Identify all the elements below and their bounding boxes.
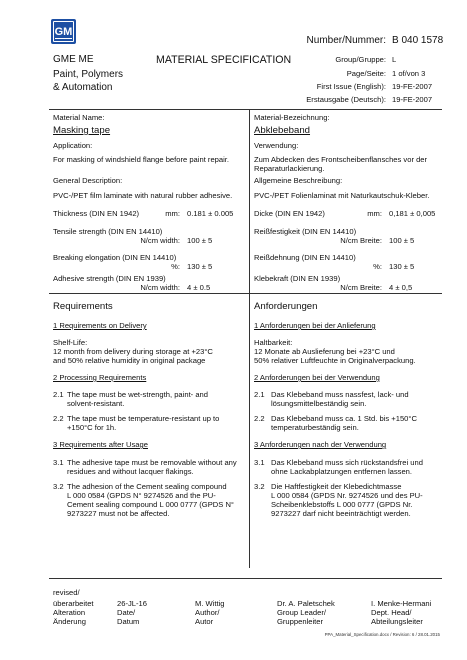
beschreibung-label: Allgemeine Beschreibung: xyxy=(254,176,343,185)
anf-2-1-line-1: Das Klebeband muss nassfest, lack- und xyxy=(271,390,409,399)
anf-section-1-title: 1 Anforderungen bei der Anlieferung xyxy=(254,321,376,330)
req-1-line-3: and 50% relative humidity in original package xyxy=(53,356,206,365)
req-3-2-line-1: The adhesion of the Cement sealing compound xyxy=(67,482,227,491)
meta-number-value: B 040 1578 xyxy=(392,35,444,46)
meta-erstausgabe-label: Erstausgabe (Deutsch): xyxy=(306,95,386,104)
column-divider-bottom xyxy=(249,293,250,568)
req-3-1-line-2: residues and without lacquer flakings. xyxy=(67,467,194,476)
verwendung-line-2: Reparaturlackierung. xyxy=(254,164,325,173)
divider-properties xyxy=(49,293,442,294)
adhesive-unit: N/cm width: xyxy=(140,283,180,292)
thickness-label: Thickness (DIN EN 1942) xyxy=(53,209,140,218)
req-2-1-num: 2.1 xyxy=(53,390,64,399)
footer-col4-line2: Group Leader/ xyxy=(277,608,326,617)
anf-3-2-line-1: Die Haftfestigkeit der Klebedichtmasse xyxy=(271,482,402,491)
anf-1-line-1: Haltbarkeit: xyxy=(254,338,293,347)
adhesive-value: 4 ± 0.5 xyxy=(187,283,211,292)
material-name: Masking tape xyxy=(53,125,111,136)
thickness-unit: mm: xyxy=(165,209,180,218)
gm-logo xyxy=(51,19,76,44)
footer-date: 26-JL-16 xyxy=(117,599,147,608)
footer-dept-head: I. Menke-Hermani xyxy=(371,599,432,608)
req-3-2-line-3: Cement sealing compound L 000 0777 (GPDS N° xyxy=(67,500,234,509)
meta-first-issue-label: First Issue (English): xyxy=(316,82,386,91)
reissdehnung-label: Reißdehnung (DIN EN 14410) xyxy=(254,253,356,262)
beschreibung: PVC-/PET Folienlaminat mit Naturkautschuk-Kleber. xyxy=(254,191,430,200)
dept-line-3: & Automation xyxy=(53,82,113,93)
dept-line-1: GME ME xyxy=(53,54,94,65)
req-3-2-line-2: L 000 0584 (GPDS N° 9274526 and the PU- xyxy=(67,491,216,500)
footer-col4-line3: Gruppenleiter xyxy=(277,617,324,626)
footer-group-leader: Dr. A. Paletschek xyxy=(277,599,335,608)
req-3-2-num: 3.2 xyxy=(53,482,64,491)
application-text: For masking of windshield flange before paint repair. xyxy=(53,155,230,164)
meta-first-issue-value: 19-FE-2007 xyxy=(392,82,433,91)
req-section-2-title: 2 Processing Requirements xyxy=(53,373,147,382)
klebekraft-unit: N/cm Breite: xyxy=(340,283,382,292)
req-section-3-title: 3 Requirements after Usage xyxy=(53,440,148,449)
application-label: Application: xyxy=(53,141,93,150)
meta-group-label: Group/Gruppe: xyxy=(335,55,386,64)
anf-2-2-line-2: temperaturbeständig sein. xyxy=(271,423,359,432)
material-bezeichnung-label: Material-Bezeichnung: xyxy=(254,113,330,122)
footer-author: M. Wittig xyxy=(195,599,225,608)
reissdehnung-unit: %: xyxy=(373,262,382,271)
divider-footer xyxy=(49,578,442,579)
footer-col3-line2: Author/ xyxy=(195,608,220,617)
req-section-1-title: 1 Requirements on Delivery xyxy=(53,321,147,330)
material-name-label: Material Name: xyxy=(53,113,105,122)
anf-section-2-title: 2 Anforderungen bei der Verwendung xyxy=(254,373,380,382)
elongation-value: 130 ± 5 xyxy=(187,262,213,271)
dicke-value: 0,181 ± 0,005 xyxy=(389,209,436,218)
footer-col5-line2: Dept. Head/ xyxy=(371,608,412,617)
elongation-unit: %: xyxy=(171,262,180,271)
req-1-line-1: Shelf-Life: xyxy=(53,338,88,347)
footer-col1-line2: Alteration xyxy=(53,608,86,617)
verwendung-label: Verwendung: xyxy=(254,141,299,150)
anf-2-1-line-2: lösungsmittelbeständig sein. xyxy=(271,399,367,408)
anf-1-line-2: 12 Monate ab Auslieferung bei +23°C und xyxy=(254,347,395,356)
req-2-2-line-1: The tape must be temperature-resistant up to xyxy=(67,414,220,423)
footer-col2-line2: Date/ xyxy=(117,608,136,617)
anf-3-1-line-1: Das Klebeband muss sich rückstandsfrei und xyxy=(271,458,423,467)
footer-doc-info: PPA_Material_Specification.docx / Revision: 6 / 28.01.2015 xyxy=(324,632,440,637)
anforderungen-title: Anforderungen xyxy=(254,301,318,312)
footer-col3-line3: Autor xyxy=(195,617,214,626)
logo-text: GM xyxy=(54,26,73,38)
anf-3-1-num: 3.1 xyxy=(254,458,265,467)
general-desc-label: General Description: xyxy=(53,176,123,185)
verwendung-line-1: Zum Abdecken des Frontscheibenflansches vor der xyxy=(254,155,428,164)
anf-2-2-line-1: Das Klebeband muss ca. 1 Std. bis +150°C xyxy=(271,414,417,423)
elongation-label: Breaking elongation (DIN EN 14410) xyxy=(53,253,177,262)
meta-erstausgabe-value: 19-FE-2007 xyxy=(392,95,433,104)
anf-3-2-line-2: L 000 0584 (GPDS Nr. 9274526 und des PU- xyxy=(271,491,423,500)
footer-revised: revised/ xyxy=(53,588,80,597)
anf-section-3-title: 3 Anforderungen nach der Verwendung xyxy=(254,440,387,449)
material-bezeichnung: Abklebeband xyxy=(254,125,311,136)
klebekraft-label: Klebekraft (DIN EN 1939) xyxy=(254,274,341,283)
req-2-2-line-2: +150°C for 1h. xyxy=(67,423,117,432)
doc-title: MATERIAL SPECIFICATION xyxy=(156,54,292,66)
reissdehnung-value: 130 ± 5 xyxy=(389,262,415,271)
meta-page-label: Page/Seite: xyxy=(346,69,386,78)
req-3-2-line-4: 9273227 must not be affected. xyxy=(67,509,170,518)
reissfestigkeit-value: 100 ± 5 xyxy=(389,236,415,245)
requirements-title: Requirements xyxy=(53,301,113,312)
anf-3-2-line-4: 9273227 darf nicht beeinträchtigt werden. xyxy=(271,509,411,518)
req-2-2-num: 2.2 xyxy=(53,414,64,423)
dept-line-2: Paint, Polymers xyxy=(53,69,124,80)
req-3-1-line-1: The adhesive tape must be removable without any xyxy=(67,458,237,467)
meta-number-label: Number/Nummer: xyxy=(306,35,386,46)
tensile-value: 100 ± 5 xyxy=(187,236,213,245)
anf-3-2-num: 3.2 xyxy=(254,482,265,491)
divider-header xyxy=(49,109,442,110)
reissfestigkeit-unit: N/cm Breite: xyxy=(340,236,382,245)
tensile-unit: N/cm width: xyxy=(140,236,180,245)
general-desc: PVC-/PET film laminate with natural rubber adhesive. xyxy=(53,191,233,200)
req-2-1-line-2: solvent-resistant. xyxy=(67,399,125,408)
footer-col1-line3: Änderung xyxy=(53,617,86,626)
anf-3-1-line-2: ohne Lackabplatzungen entfernen lassen. xyxy=(271,467,413,476)
thickness-value: 0.181 ± 0.005 xyxy=(187,209,234,218)
dicke-label: Dicke (DIN EN 1942) xyxy=(254,209,325,218)
footer-col1-line1: überarbeitet xyxy=(53,599,94,608)
reissfestigkeit-label: Reißfestigkeit (DIN EN 14410) xyxy=(254,227,357,236)
klebekraft-value: 4 ± 0,5 xyxy=(389,283,413,292)
adhesive-label: Adhesive strength (DIN EN 1939) xyxy=(53,274,166,283)
anf-2-2-num: 2.2 xyxy=(254,414,265,423)
tensile-label: Tensile strength (DIN EN 14410) xyxy=(53,227,163,236)
anf-3-2-line-3: Scheibenklebstoffs L 000 0777 (GPDS Nr. xyxy=(271,500,413,509)
req-1-line-2: 12 month from delivery during storage at +23°C xyxy=(53,347,213,356)
req-3-1-num: 3.1 xyxy=(53,458,64,467)
footer-col5-line3: Abteilungsleiter xyxy=(371,617,423,626)
req-2-1-line-1: The tape must be wet-strength, paint- and xyxy=(67,390,208,399)
anf-1-line-3: 50% relativer Luftfeuchte in Originalverpackung. xyxy=(254,356,416,365)
dicke-unit: mm: xyxy=(367,209,382,218)
footer-col2-line3: Datum xyxy=(117,617,140,626)
meta-page-value: 1 of/von 3 xyxy=(392,69,426,78)
anf-2-1-num: 2.1 xyxy=(254,390,265,399)
column-divider-top xyxy=(249,109,250,293)
meta-group-value: L xyxy=(392,55,397,64)
